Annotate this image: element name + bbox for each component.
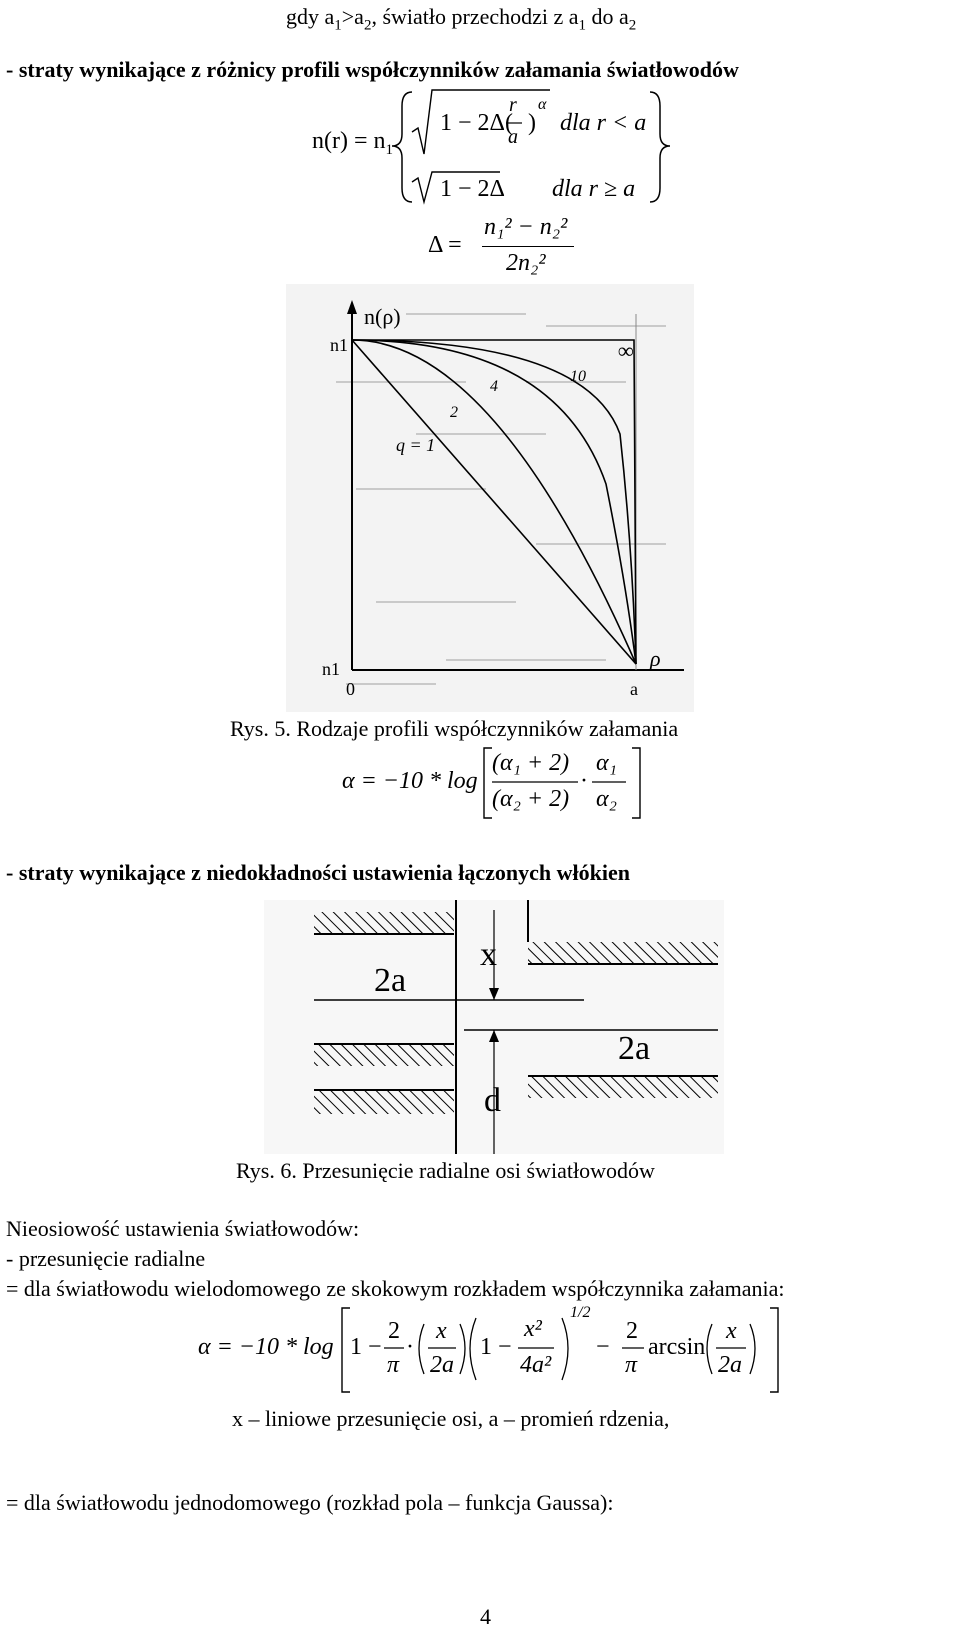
delta-lhs: Δ =	[428, 232, 462, 258]
label-2a-right: 2a	[618, 1030, 651, 1067]
condition-row1: dla r < a	[560, 110, 647, 136]
alpha2-one: 1 −	[350, 1334, 382, 1360]
curve-label-4: 4	[490, 378, 498, 395]
frac-num: r	[509, 94, 517, 116]
alpha-dot: ·	[580, 768, 588, 794]
figure-5-caption: Rys. 5. Rodzaje profili współczynników załamania	[230, 716, 679, 741]
arcsin: arcsin	[648, 1334, 706, 1360]
paragraph-multimode: = dla światłowodu wielodomowego ze skokowym rozkładem współczynnika załamania:	[6, 1276, 785, 1301]
frac-x-num: x	[436, 1318, 447, 1344]
top-line	[286, 4, 636, 38]
fraction-bar	[482, 246, 574, 247]
frac-2a-den: 2a	[430, 1352, 454, 1378]
curve-label-2: 2	[450, 404, 458, 421]
frac-2b-num: 2	[626, 1318, 638, 1344]
frac-pi-b-den: π	[625, 1352, 638, 1378]
heading-profile-losses: - straty wynikające z różnicy profili współczynników załamania światłowodów	[6, 57, 739, 82]
frac-4a2-den: 4a²	[520, 1352, 552, 1378]
y-axis-label: n(ρ)	[364, 304, 401, 329]
frac-x-b-num: x	[726, 1318, 737, 1344]
note-variables: x – liniowe przesunięcie osi, a – promień rdzenia,	[232, 1406, 670, 1431]
formula-alpha-profile	[342, 744, 662, 822]
curve-label-infinity: ∞	[618, 338, 634, 363]
exponent-alpha: α	[538, 96, 547, 113]
x-axis-label: ρ	[650, 646, 661, 671]
paragraph-singlemode: = dla światłowodu jednodomowego (rozkład pola – funkcja Gaussa):	[6, 1490, 614, 1515]
page-number: 4	[480, 1604, 491, 1629]
label-x: x	[480, 936, 497, 973]
alpha-num1: (α₁ + 2)	[492, 750, 570, 776]
figure-profiles	[286, 284, 694, 712]
alpha-lhs: α = −10 * log	[342, 768, 478, 794]
top-line-text: do a	[586, 4, 629, 29]
subscript: 1	[334, 17, 342, 34]
origin-label: 0	[346, 679, 355, 699]
figure-radial-offset	[264, 900, 724, 1154]
formula-refractive-profile	[300, 82, 680, 212]
subscript: 1	[578, 17, 587, 34]
alpha-num2: α₁	[596, 750, 617, 776]
delta-num: n₁² − n₂²	[484, 214, 568, 240]
dot: ·	[406, 1334, 414, 1360]
curve-label-10: 10	[570, 368, 586, 385]
x-a-label: a	[630, 679, 638, 699]
top-line-text: , światło przechodzi z a	[371, 4, 579, 29]
formula-row2: 1 − 2Δ	[440, 176, 505, 202]
top-line-text: gdy a	[286, 4, 335, 29]
paren-close: )	[528, 110, 536, 136]
subscript: 2	[363, 17, 372, 34]
label-2a-left: 2a	[374, 962, 407, 999]
frac-2-num: 2	[388, 1318, 400, 1344]
top-line-text: >a	[341, 4, 364, 29]
formula-delta	[428, 212, 628, 282]
paragraph-radial-offset: - przesunięcie radialne	[6, 1246, 206, 1271]
frac-pi-den: π	[387, 1352, 400, 1378]
frac-2a-b-den: 2a	[718, 1352, 742, 1378]
curve-label-q1: q = 1	[396, 435, 436, 455]
n1-bottom-label: n1	[322, 659, 340, 679]
frac-x2-num: x²	[524, 1316, 542, 1342]
alpha2-one-b: 1 −	[480, 1334, 512, 1360]
minus-sign: −	[596, 1334, 610, 1360]
frac-den: a	[508, 126, 518, 148]
paragraph-misalignment: Nieosiowość ustawienia światłowodów:	[6, 1216, 360, 1241]
alpha2-lhs: α = −10 * log	[198, 1334, 334, 1360]
exponent-half: 1/2	[570, 1304, 591, 1321]
delta-den: 2n₂²	[506, 250, 546, 276]
alpha-den1: (α₂ + 2)	[492, 786, 570, 812]
condition-row2: dla r ≥ a	[552, 176, 636, 202]
formula-lhs: n(r) = n	[312, 128, 386, 154]
label-d: d	[484, 1082, 501, 1119]
figure-6-caption: Rys. 6. Przesunięcie radialne osi światłowodów	[236, 1158, 655, 1183]
formula-alpha-multimode	[198, 1304, 798, 1396]
formula-row1: 1 − 2Δ(	[440, 110, 513, 136]
subscript: 1	[385, 141, 394, 158]
n1-top-label: n1	[330, 335, 348, 355]
alpha-den2: α₂	[596, 786, 617, 812]
subscript: 2	[628, 17, 637, 34]
heading-alignment-losses: - straty wynikające z niedokładności ustawienia łączonych włókien	[6, 860, 630, 885]
